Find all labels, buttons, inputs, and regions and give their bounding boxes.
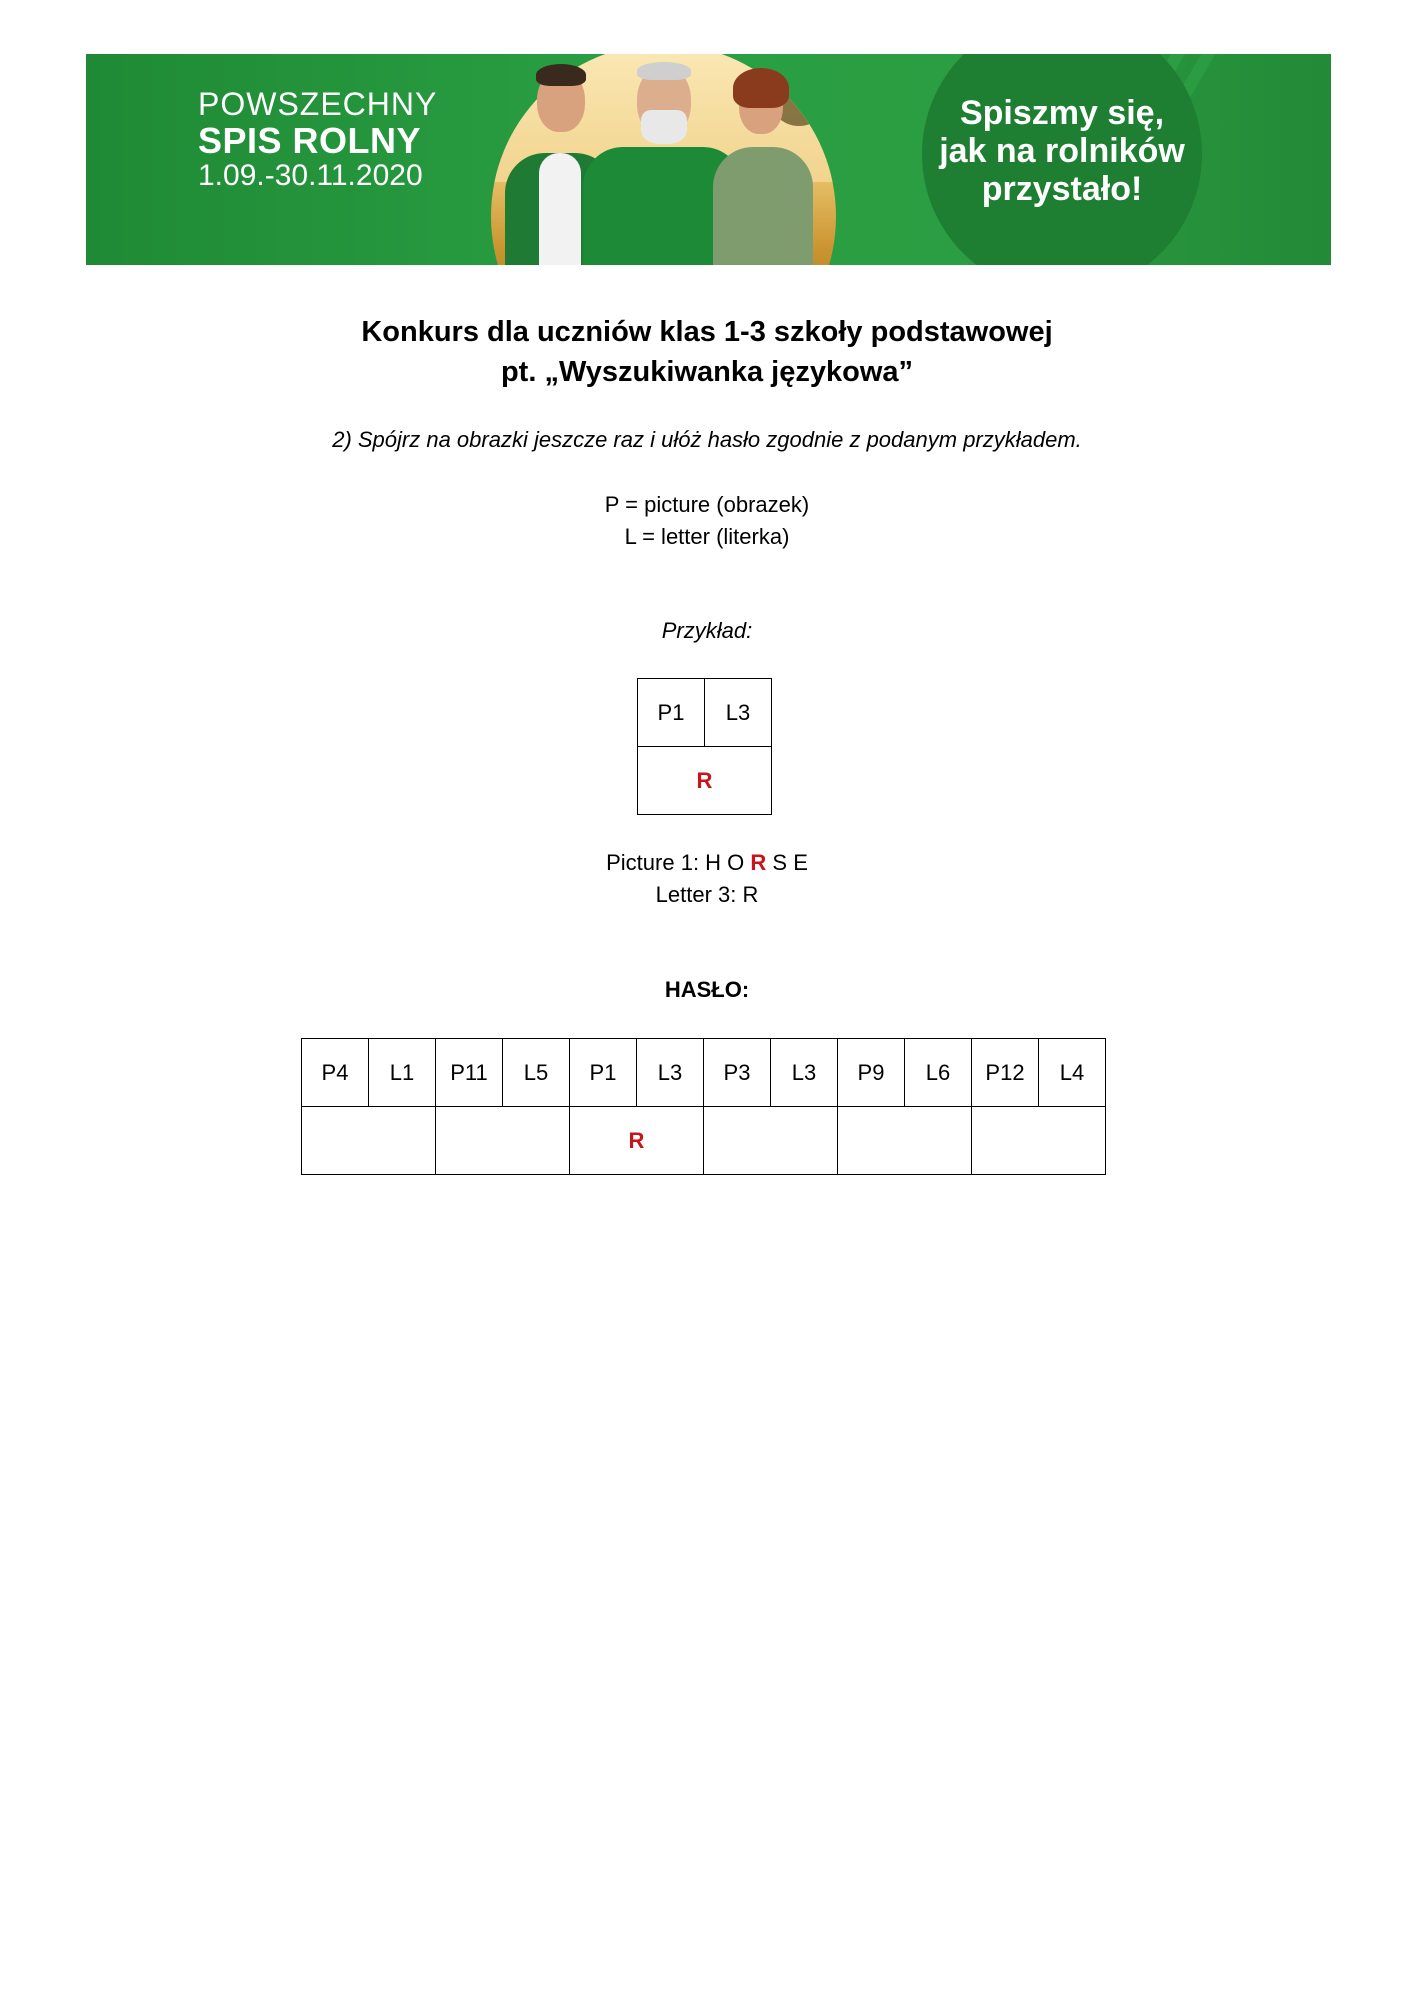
example-table — [637, 678, 772, 815]
farmers-photo — [491, 54, 836, 265]
census-banner — [86, 54, 1331, 265]
legend — [0, 489, 1414, 553]
slogan-line-3: przystało! — [981, 170, 1143, 208]
password-code-cell: L4 — [1039, 1039, 1106, 1107]
password-letter-cell[interactable]: R — [570, 1107, 704, 1175]
example-cell-l3: L3 — [705, 679, 772, 747]
example-cell-p1: P1 — [638, 679, 705, 747]
banner-line-1: POWSZECHNY — [198, 86, 438, 122]
password-code-cell: P9 — [838, 1039, 905, 1107]
legend-letter: L = letter (literka) — [624, 524, 790, 549]
password-letter-cell[interactable] — [972, 1107, 1106, 1175]
example-answer-cell: R — [638, 747, 772, 815]
slogan-line-2: jak na rolników — [939, 132, 1185, 170]
banner-slogan — [922, 94, 1202, 208]
legend-picture: P = picture (obrazek) — [604, 492, 810, 517]
password-table — [301, 1038, 1106, 1175]
picture-line-prefix: Picture 1: H O — [606, 850, 751, 875]
banner-line-2: SPIS ROLNY — [198, 120, 422, 161]
password-code-cell: L3 — [637, 1039, 704, 1107]
contest-title — [0, 312, 1414, 392]
password-code-cell: P12 — [972, 1039, 1039, 1107]
password-code-cell: L5 — [503, 1039, 570, 1107]
task-instruction: 2) Spójrz na obrazki jeszcze raz i ułóż hasło zgodnie z podanym przykładem. — [332, 427, 1082, 452]
password-letter-cell[interactable] — [704, 1107, 838, 1175]
password-code-cell: P11 — [436, 1039, 503, 1107]
contest-title-line-2: pt. „Wyszukiwanka językowa” — [500, 356, 914, 388]
picture-line-highlight: R — [750, 850, 767, 875]
password-letter-cell[interactable] — [436, 1107, 570, 1175]
password-letter-cell[interactable] — [838, 1107, 972, 1175]
example-label: Przykład: — [661, 618, 753, 643]
example-explanation — [0, 847, 1414, 911]
slogan-line-1: Spiszmy się, — [959, 94, 1165, 132]
password-code-cell: P4 — [302, 1039, 369, 1107]
banner-title — [198, 88, 437, 191]
password-code-cell: P1 — [570, 1039, 637, 1107]
picture-line-suffix: S E — [766, 850, 808, 875]
example-letter-line: Letter 3: R — [655, 882, 759, 907]
password-answer-row — [302, 1107, 1106, 1175]
password-label: HASŁO: — [664, 977, 750, 1002]
password-code-cell: L6 — [905, 1039, 972, 1107]
contest-title-line-1: Konkurs dla uczniów klas 1-3 szkoły podstawowej — [361, 316, 1053, 348]
banner-dates: 1.09.-30.11.2020 — [198, 159, 423, 192]
password-header-row — [302, 1039, 1106, 1107]
password-letter-cell[interactable] — [302, 1107, 436, 1175]
password-code-cell: L1 — [369, 1039, 436, 1107]
example-picture-line — [0, 847, 1414, 879]
password-code-cell: L3 — [771, 1039, 838, 1107]
password-code-cell: P3 — [704, 1039, 771, 1107]
